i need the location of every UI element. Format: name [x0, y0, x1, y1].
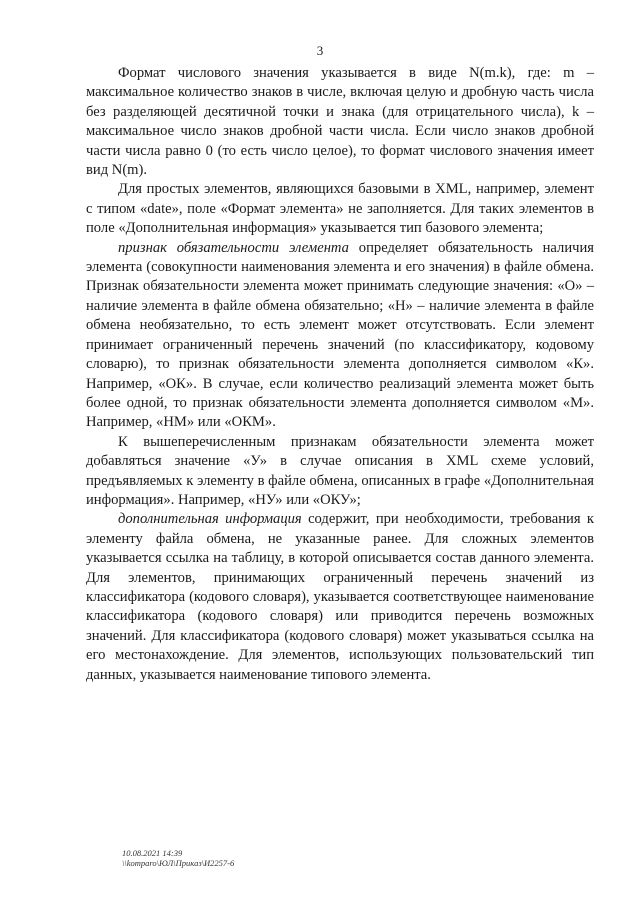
- paragraph-condition-value: [86, 433, 594, 511]
- document-body: [86, 64, 594, 685]
- footer-timestamp: 10.08.2021 14:39: [122, 848, 183, 858]
- paragraph-simple-elements: [86, 180, 594, 238]
- paragraph-additional-info: [86, 510, 594, 685]
- defined-term: признак обязательности элемента: [118, 239, 349, 256]
- paragraph-text: определяет обязательность наличия элемента (совокупности наименования элемента и его значения) в файле обмена. Признак обязательности элемента может принимать следующие значения: «О» – наличие элемента в файле обмена обязательно; «Н» – наличие элемента в файле обмена необязательно, то есть элемент может отсутствовать. Если элемент принимает ограниченный перечень значений (по классификатору, кодовому словарю), то признак обязательности элемента дополняется символом «К». Например, «ОК». В случае, если количество реализаций элемента может быть более одной, то признак обязательности элемента дополняется символом «М». Например, «НМ» или «ОКМ».: [86, 239, 594, 431]
- paragraph-mandatory-attribute: [86, 239, 594, 433]
- paragraph-text: Формат числового значения указывается в виде N(m.k), где: m – максимальное количество знаков в числе, включая целую и дробную часть числа без разделяющей десятичной точки и знака (для отрицательного числа), k – максимальное число знаков дробной части числа. Если число знаков дробной части числа равно 0 (то есть число целое), то формат числового значения имеет вид N(m).: [86, 65, 594, 179]
- paragraph-text: содержит, при необходимости, требования к элементу файла обмена, не указанные ранее. Для сложных элементов указывается ссылка на таблицу, в которой описывается состав данного элемента. Для элементов, принимающих ограниченный перечень значений из классификатора (кодового словаря), указывается соответствующее наименование классификатора (кодового словаря) или приводится перечень возможных значений. Для классификатора (кодового словаря) может указываться ссылка на его местонахождение. Для элементов, использующих пользовательский тип данных, указывается наименование типового элемента.: [86, 511, 594, 683]
- defined-term: дополнительная информация: [118, 511, 302, 528]
- footer-file-path: \\komparo\ЮЛ\Приказ\И2257-6: [122, 858, 235, 868]
- paragraph-text: К вышеперечисленным признакам обязательности элемента может добавляться значение «У» в случае описания в XML схеме условий, предъявляемых к элементу в файле обмена, описанных в графе «Дополнительная информация». Например, «НУ» или «ОКУ»;: [86, 433, 594, 508]
- paragraph-number-format: [86, 64, 594, 180]
- footer-print-stamp: [122, 848, 234, 868]
- page-number: 3: [316, 43, 324, 58]
- paragraph-text: Для простых элементов, являющихся базовыми в XML, например, элемент с типом «date», поле «Формат элемента» не заполняется. Для таких элементов в поле «Дополнительная информация» указывается тип базового элемента;: [86, 181, 594, 237]
